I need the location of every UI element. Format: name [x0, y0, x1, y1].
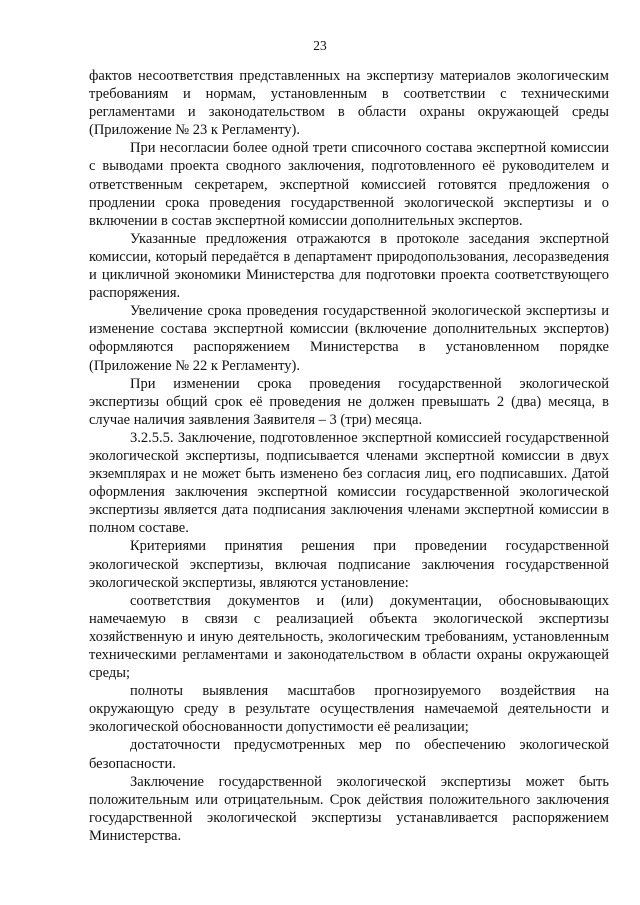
paragraph-continuation: фактов несоответствия представленных на экспертизу материалов экологическим требованиям и нормам, установленным в соответствии с техническими регламентами и законодательством в области охраны окружающей среды (Приложение № 23 к Регламенту). — [89, 68, 609, 139]
paragraph-criterion-sufficiency: достаточности предусмотренных мер по обеспечению экологической безопасности. — [89, 737, 609, 772]
paragraph-criteria: Критериями принятия решения при проведении государственной экологической экспертизы, включая подписание заключения государственной экологической экспертизы, являются установление: — [89, 538, 609, 591]
paragraph-extension: Увеличение срока проведения государственной экологической экспертизы и изменение состава экспертной комиссии (включение дополнительных экспертов) оформляются распоряжением Министерства в установленном порядке (Приложение № 22 к Регламенту). — [89, 303, 609, 374]
paragraph-term-change: При изменении срока проведения государственной экологической экспертизы общий срок её проведения не должен превышать 2 (два) месяца, в случае наличия заявления Заявителя – 3 (три) месяца. — [89, 375, 609, 428]
paragraph-conclusion: Заключение государственной экологической экспертизы может быть положительным или отрицательным. Срок действия положительного заключения государственной экологической экспертизы устанавливается распоряжением Министерства. — [89, 773, 609, 844]
paragraph-proposals: Указанные предложения отражаются в протоколе заседания экспертной комиссии, который передаётся в департамент природопользования, лесоразведения и цикличной экономики Министерства для подготовки проекта соответствующего распоряжения. — [89, 230, 609, 302]
paragraph-section-3-2-5-5: 3.2.5.5. Заключение, подготовленное экспертной комиссией государственной экологической экспертизы, подписывается членами экспертной комиссии в двух экземплярах и не может быть изменено без согласия лиц, его подписавших. Датой оформления заключения экспертной комиссии государственной экологической экспертизы является дата подписания заключения членами экспертной комиссии в полном составе. — [89, 429, 609, 537]
paragraph-disagreement: При несогласии более одной трети списочного состава экспертной комиссии с выводами проекта сводного заключения, подготовленного её руководителем и ответственным секретарем, экспертной комиссией готовятся предложения о продлении срока проведения государственной экологической экспертизы и о включении в состав экспертной комиссии дополнительных экспертов. — [89, 140, 609, 229]
document-body — [89, 67, 609, 845]
page-number: 23 — [313, 38, 327, 53]
paragraph-criterion-completeness: полноты выявления масштабов прогнозируемого воздействия на окружающую среду в результате осуществления намечаемой деятельности и экологической обоснованности допустимости её реализации; — [89, 683, 609, 736]
paragraph-criterion-compliance: соответствия документов и (или) документации, обосновывающих намечаемую в связи с реализацией объекта экологической экспертизы хозяйственную и иную деятельность, экологическим требованиям, установленным техническими регламентами и законодательством в области охраны окружающей среды; — [89, 592, 609, 682]
